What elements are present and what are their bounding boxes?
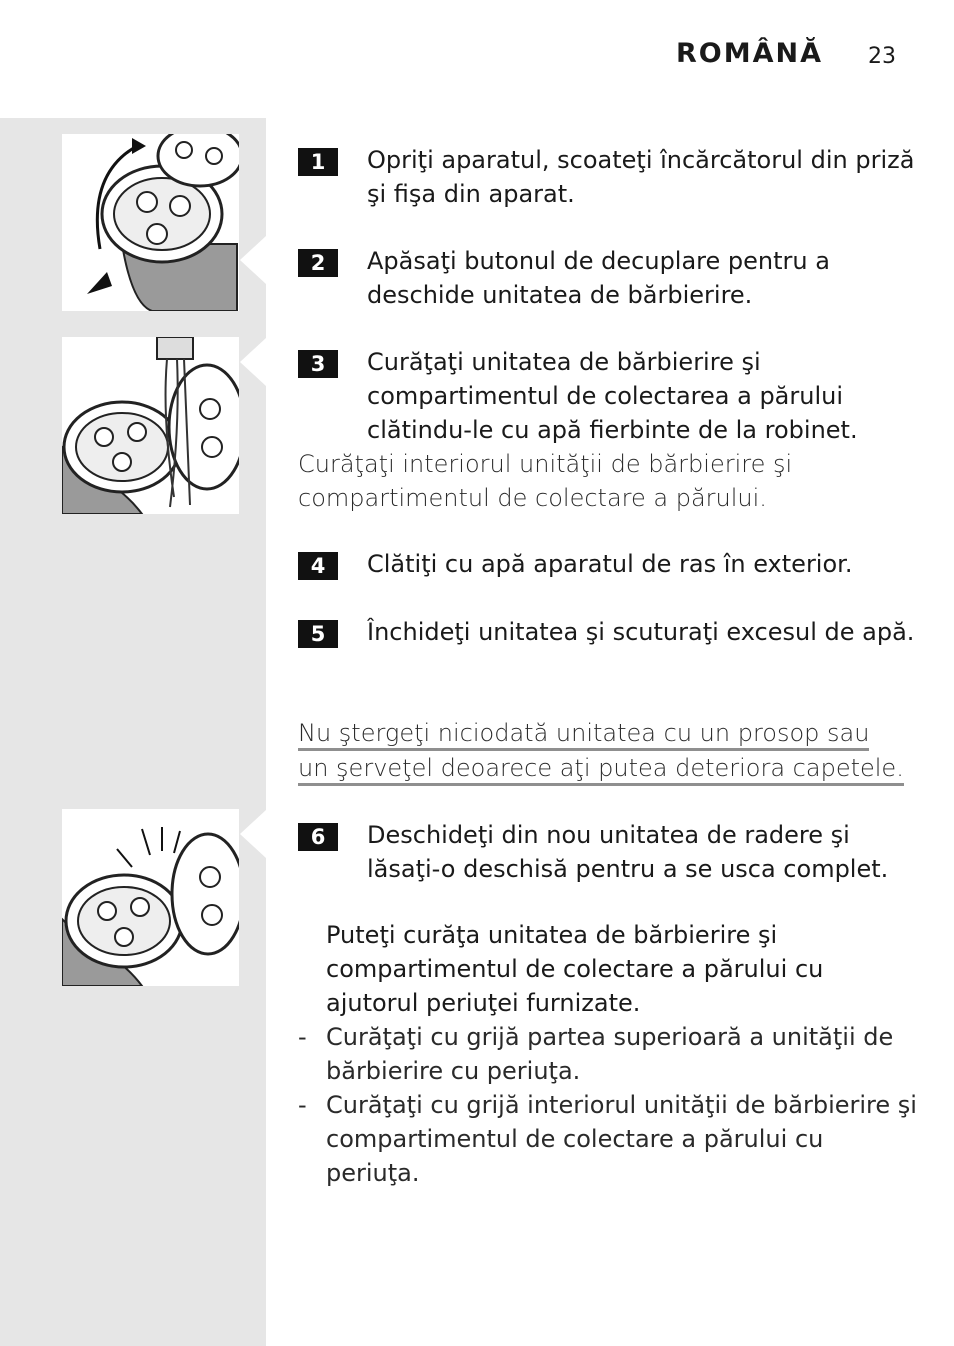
bullet-dash: - — [298, 1023, 307, 1051]
step-5 — [298, 615, 918, 649]
step-number-badge: 2 — [298, 249, 338, 277]
page-number: 23 — [868, 44, 896, 69]
sidebar-pointer — [240, 236, 266, 284]
list-item — [298, 1088, 918, 1190]
warning-note — [298, 716, 918, 786]
sidebar-pointer — [240, 810, 266, 858]
shaver-release-illustration — [62, 134, 239, 311]
shaver-rinsing-illustration — [62, 337, 239, 514]
step-text: Închideţi unitatea şi scuturaţi excesul de apă. — [367, 618, 915, 646]
step-2 — [298, 244, 918, 312]
list-item — [298, 1020, 918, 1088]
step-text: Apăsaţi butonul de decuplare pentru a deschide unitatea de bărbierire. — [367, 247, 830, 309]
bullet-dash: - — [298, 1091, 307, 1119]
step-number-badge: 3 — [298, 350, 338, 378]
step-number-badge: 6 — [298, 823, 338, 851]
step-number-badge: 4 — [298, 552, 338, 580]
step-4 — [298, 547, 918, 581]
step-text: Deschideţi din nou unitatea de radere şi lăsaţi-o deschisă pentru a se usca complet. — [367, 821, 889, 883]
step-number-badge: 5 — [298, 620, 338, 648]
page-language-heading: ROMÂNĂ — [676, 38, 823, 69]
sidebar-pointer — [240, 338, 266, 386]
step-text: Clătiţi cu apă aparatul de ras în exterior. — [367, 550, 853, 578]
step-3-note: Curăţaţi interiorul unităţii de bărbierire şi compartimentul de colectare a părului. — [298, 450, 793, 512]
step-text: Opriţi aparatul, scoateţi încărcătorul din priză şi fişa din aparat. — [367, 146, 915, 208]
bullet-text: Curăţaţi cu grijă interiorul unităţii de bărbierire şi compartimentul de colectare a părului cu periuţa. — [326, 1091, 917, 1187]
brush-tip: Puteţi curăţa unitatea de bărbierire şi compartimentul de colectare a părului cu ajutorul periuţei furnizate. — [326, 921, 824, 1017]
step-6 — [298, 818, 918, 886]
step-text: Curăţaţi unitatea de bărbierire şi compartimentul de colectarea a părului clătindu-le cu apă fierbinte de la robinet. — [367, 348, 858, 444]
step-1 — [298, 143, 918, 211]
shaver-drying-illustration — [62, 809, 239, 986]
step-number-badge: 1 — [298, 148, 338, 176]
warning-line: un şerveţel deoarece aţi putea deteriora capetele. — [298, 753, 904, 786]
bullet-text: Curăţaţi cu grijă partea superioară a unităţii de bărbierire cu periuţa. — [326, 1023, 894, 1085]
warning-line: Nu ştergeţi niciodată unitatea cu un prosop sau — [298, 718, 869, 751]
step-3 — [298, 345, 918, 447]
